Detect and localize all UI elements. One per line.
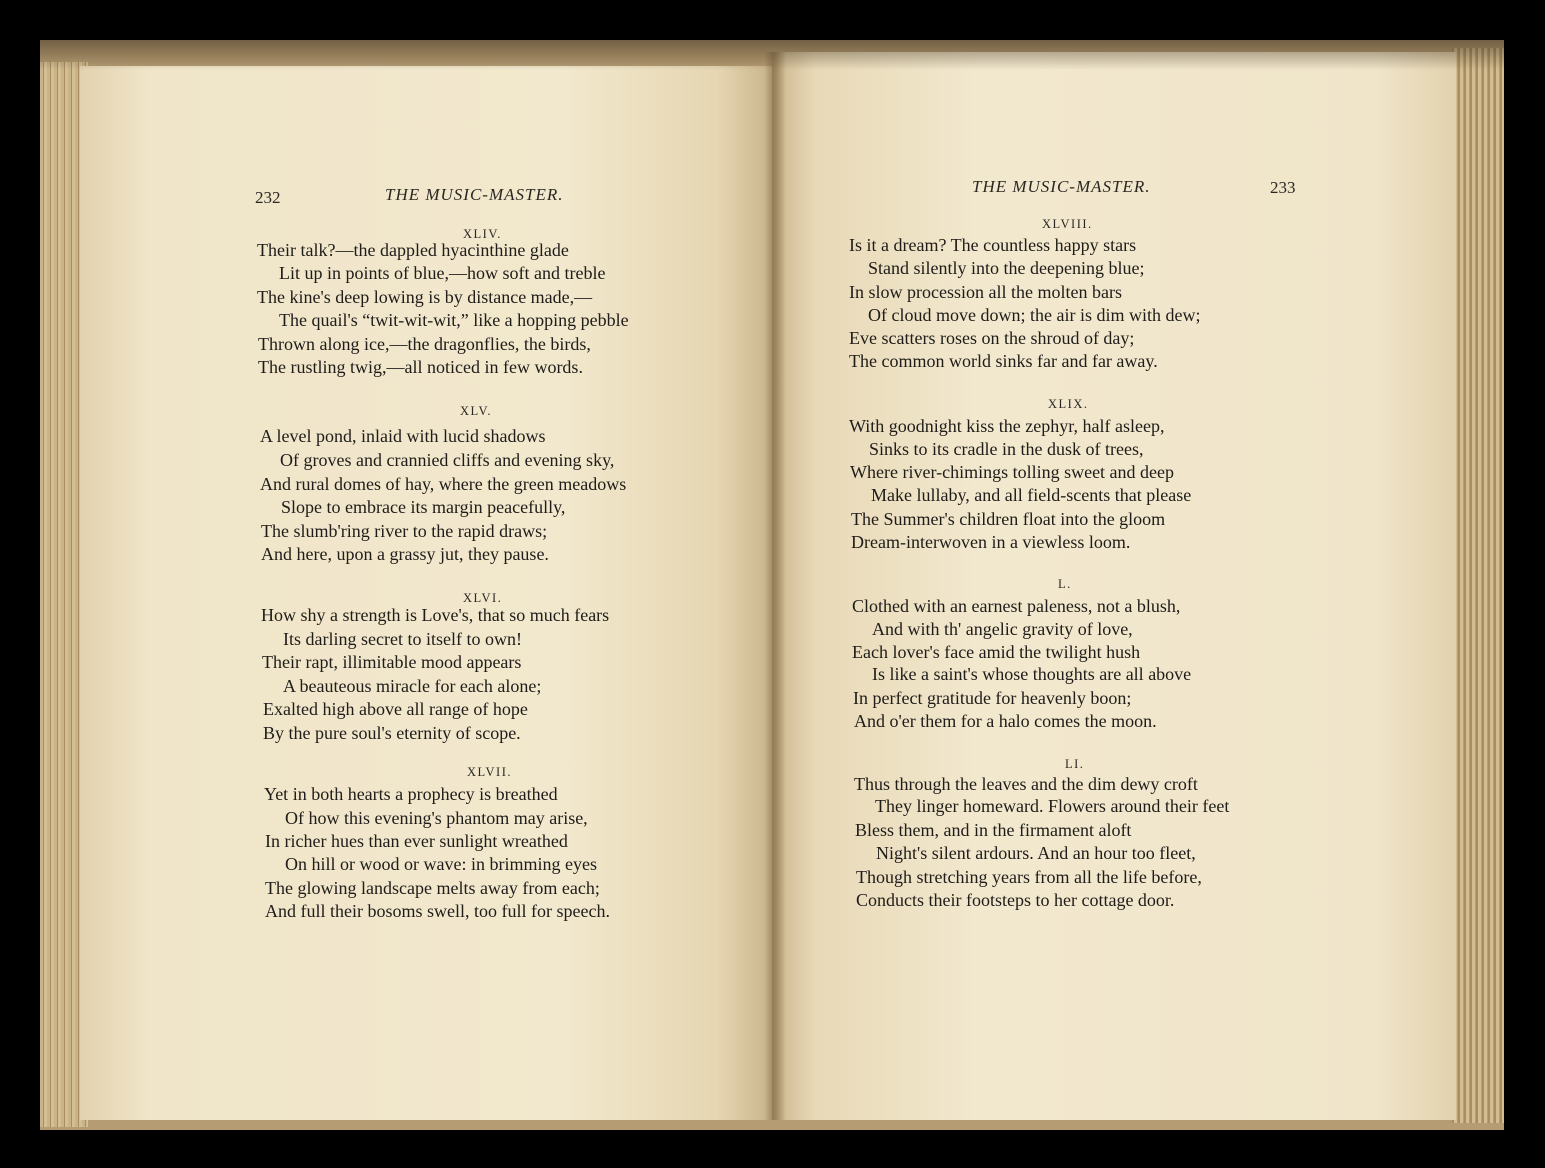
verse-line: Bless them, and in the firmament aloft [855,820,1132,840]
verse-line: And o'er them for a halo comes the moon. [854,711,1157,731]
page-edges-right [1452,48,1504,1123]
verse-line: And here, upon a grassy jut, they pause. [261,544,549,564]
verse-line: Of cloud move down; the air is dim with dew; [868,305,1201,325]
verse-line: Of groves and crannied cliffs and evening sky, [280,450,615,470]
left-page [80,66,772,1120]
verse-line: Sinks to its cradle in the dusk of trees, [869,439,1144,459]
verse-line: Their talk?—the dappled hyacinthine glade [257,240,569,260]
verse-line: A level pond, inlaid with lucid shadows [260,426,546,446]
verse-line: Lit up in points of blue,—how soft and treble [279,263,606,283]
book-gutter [764,52,786,1120]
verse-line: And with th' angelic gravity of love, [872,619,1133,639]
verse-line: In slow procession all the molten bars [849,282,1122,302]
verse-line: On hill or wood or wave: in brimming eyes [285,854,597,874]
verse-line: Where river-chimings tolling sweet and deep [850,462,1175,482]
verse-line: They linger homeward. Flowers around their feet [875,796,1230,816]
verse-line: In perfect gratitude for heavenly boon; [853,688,1132,708]
verse-line: Eve scatters roses on the shroud of day; [849,328,1135,348]
verse-line: Is it a dream? The countless happy stars [849,235,1137,255]
verse-line: Thrown along ice,—the dragonflies, the birds, [258,334,591,354]
verse-line: The quail's “twit-wit-wit,” like a hopping pebble [279,310,629,330]
stanza-numeral: L. [1058,577,1072,591]
verse-line: The slumb'ring river to the rapid draws; [261,521,548,541]
verse-line: Conducts their footsteps to her cottage door. [856,890,1175,910]
verse-line: Its darling secret to itself to own! [283,629,522,649]
verse-line: Their rapt, illimitable mood appears [262,652,522,672]
stanza-numeral: XLV. [460,404,493,418]
verse-line: The Summer's children float into the gloom [851,509,1166,529]
verse-line: Though stretching years from all the life before, [856,867,1202,887]
verse-line: How shy a strength is Love's, that so much fears [261,605,610,625]
verse-line: Make lullaby, and all field-scents that please [871,485,1192,505]
verse-line: And full their bosoms swell, too full for speech. [265,901,610,921]
verse-line: Night's silent ardours. And an hour too fleet, [876,843,1196,863]
verse-line: Is like a saint's whose thoughts are all above [872,664,1192,684]
left-page-number: 232 [255,188,281,207]
stanza-numeral: LI. [1065,757,1085,771]
verse-line: By the pure soul's eternity of scope. [263,723,521,743]
verse-line: With goodnight kiss the zephyr, half asleep, [849,416,1165,436]
verse-line: In richer hues than ever sunlight wreathed [265,831,568,851]
right-page-number: 233 [1270,178,1296,197]
stanza-numeral: XLIV. [463,227,502,241]
verse-line: Dream-interwoven in a viewless loom. [851,532,1131,552]
stanza-numeral: XLVI. [463,591,503,605]
top-shadow [40,40,1504,70]
right-running-head: THE MUSIC-MASTER. [972,177,1151,196]
verse-line: Each lover's face amid the twilight hush [852,642,1141,662]
verse-line: The rustling twig,—all noticed in few words. [258,357,583,377]
stanza-numeral: XLIX. [1048,397,1089,411]
left-running-head: THE MUSIC-MASTER. [385,185,564,204]
stanza-numeral: XLVII. [467,765,512,779]
verse-line: Clothed with an earnest paleness, not a blush, [852,596,1181,616]
verse-line: Thus through the leaves and the dim dewy croft [854,774,1198,794]
verse-line: The kine's deep lowing is by distance made,— [257,287,593,307]
stanza-numeral: XLVIII. [1042,217,1093,231]
right-page [774,52,1456,1120]
verse-line: A beauteous miracle for each alone; [283,676,542,696]
verse-line: Of how this evening's phantom may arise, [285,808,588,828]
verse-line: And rural domes of hay, where the green meadows [260,474,627,494]
verse-line: Slope to embrace its margin peacefully, [281,497,566,517]
verse-line: The common world sinks far and far away. [849,351,1158,371]
verse-line: Exalted high above all range of hope [263,699,528,719]
verse-line: Stand silently into the deepening blue; [868,258,1145,278]
verse-line: Yet in both hearts a prophecy is breathed [264,784,558,804]
verse-line: The glowing landscape melts away from each; [265,878,600,898]
